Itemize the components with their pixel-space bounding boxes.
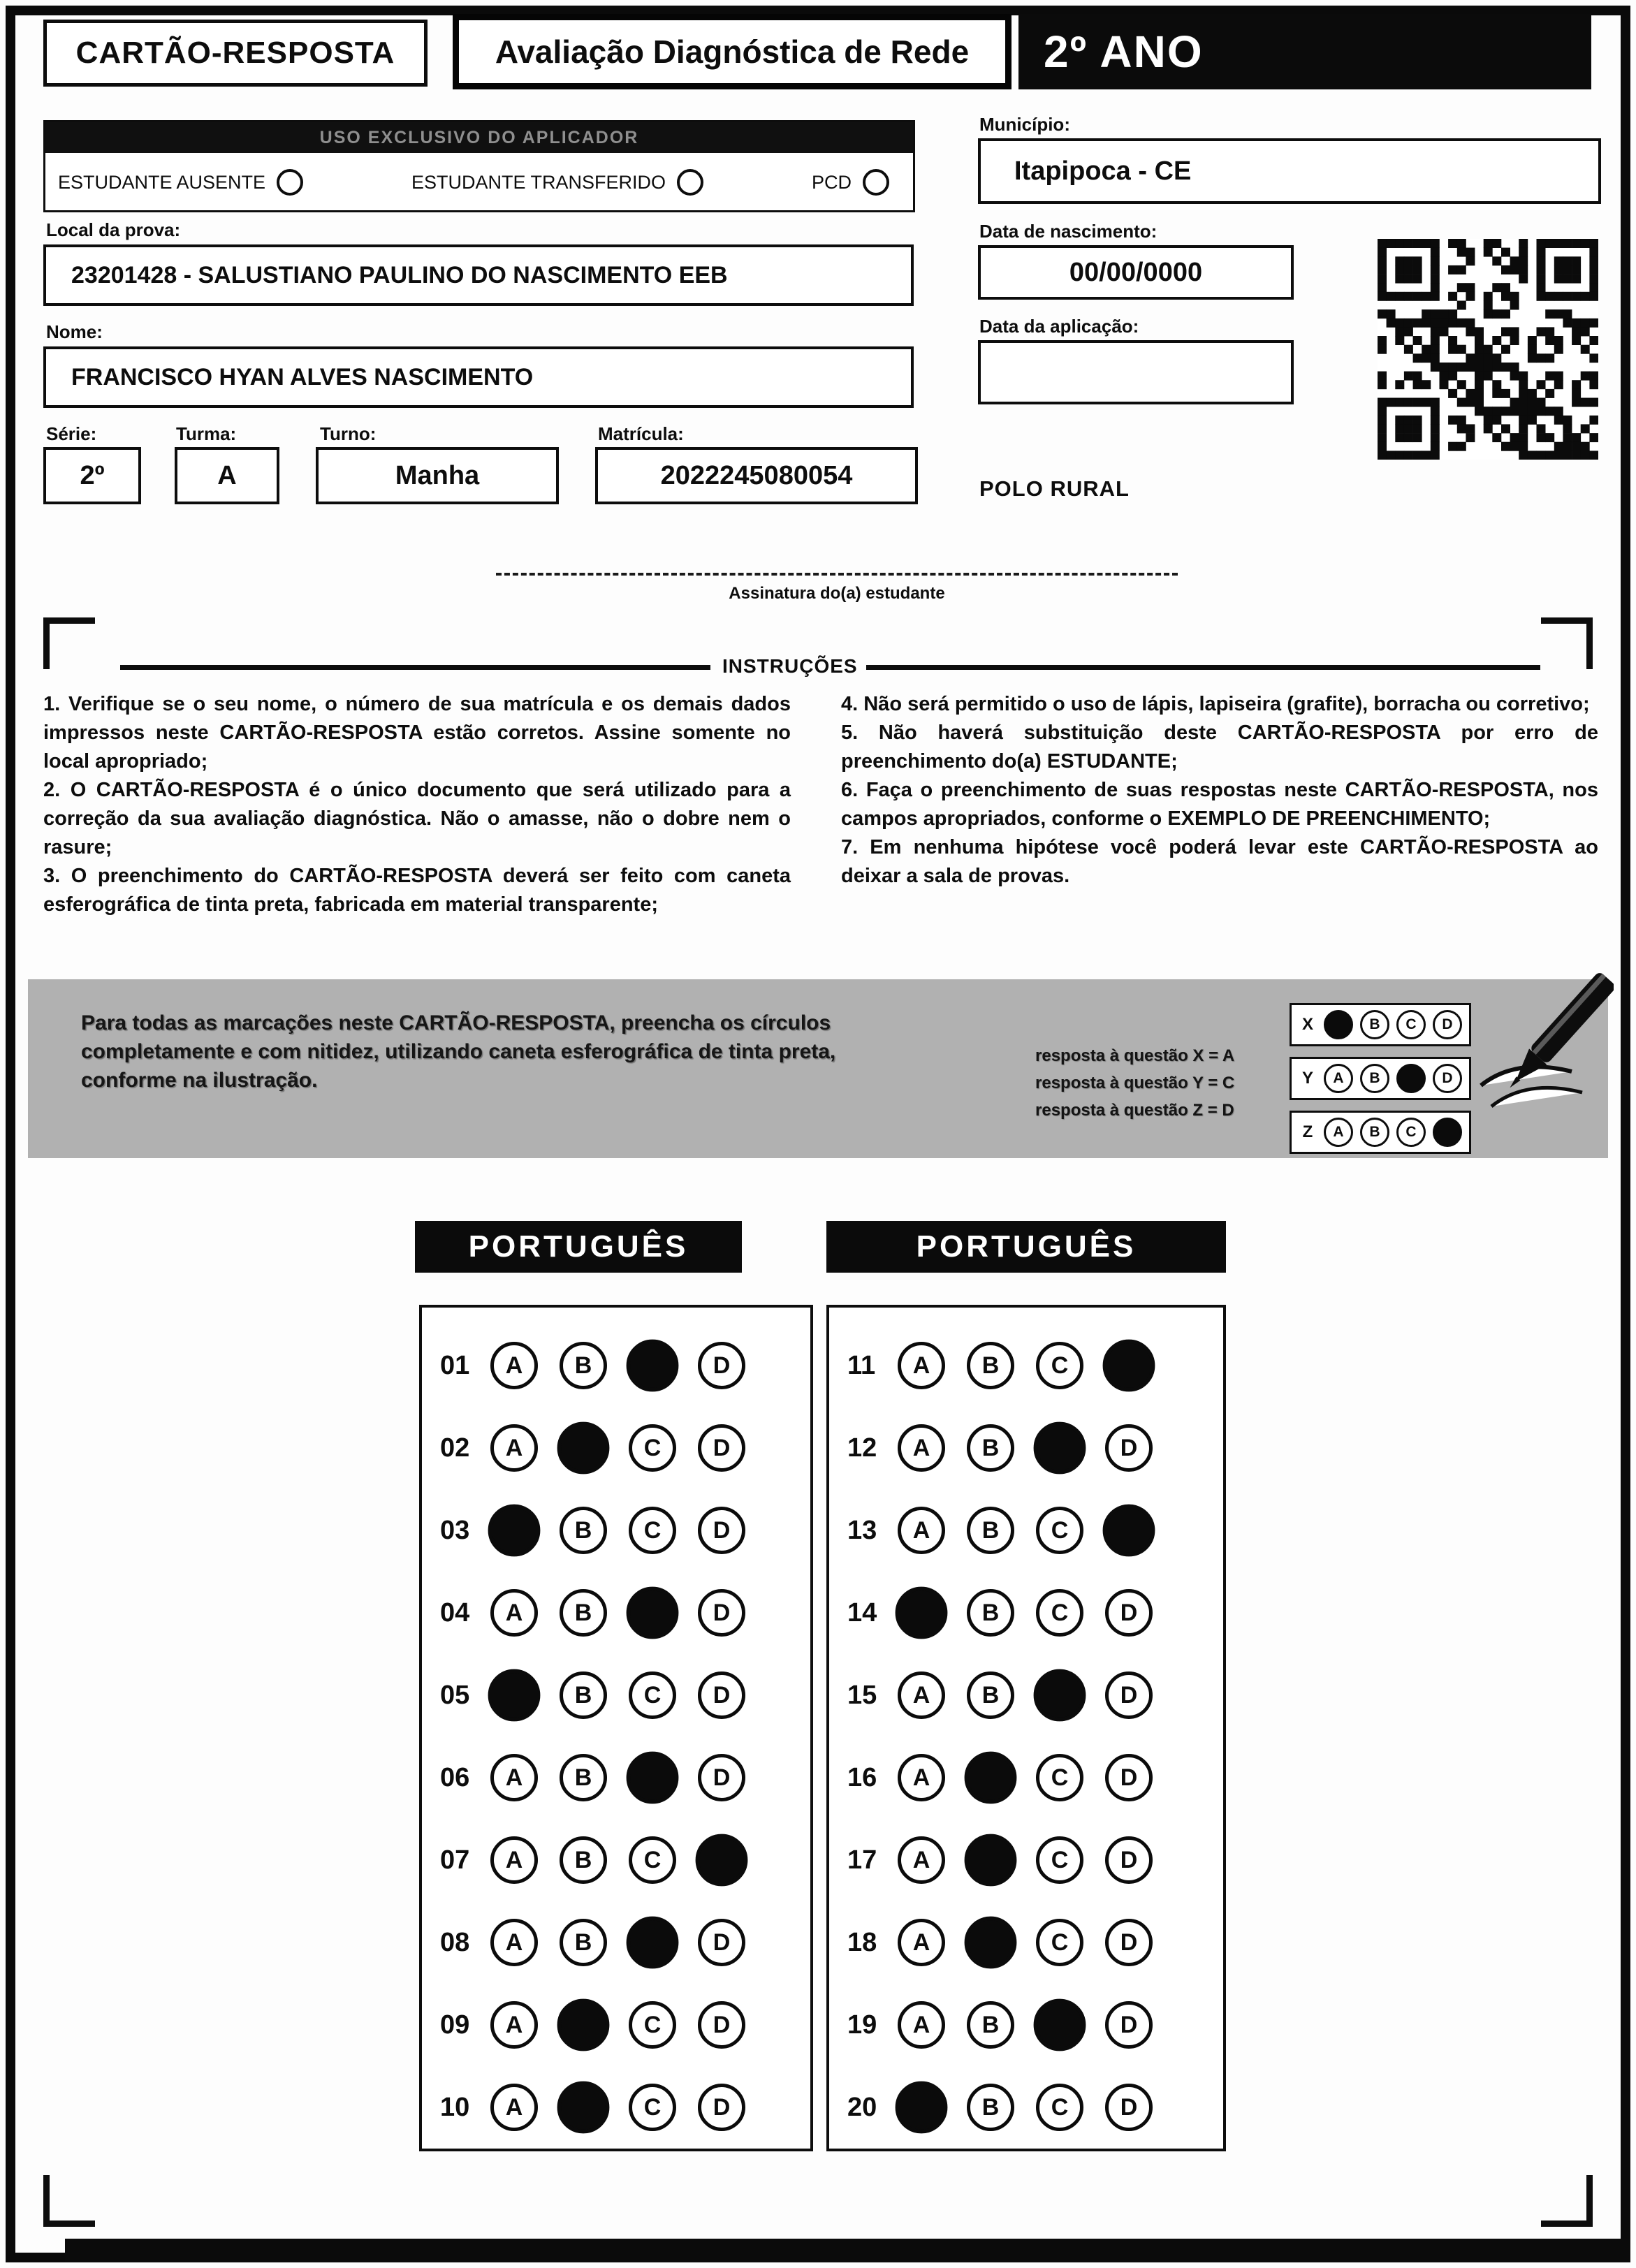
answer-bubble-09-A[interactable]: A: [490, 2001, 538, 2049]
question-row-12: [829, 1407, 1223, 1489]
corner-mark-top-right: [1541, 617, 1593, 669]
question-number: 08: [440, 1927, 470, 1957]
question-number: 17: [847, 1845, 877, 1875]
question-number: 05: [440, 1680, 470, 1710]
question-row-16: [829, 1736, 1223, 1819]
question-row-02: [422, 1407, 810, 1489]
turno-label: Turno:: [320, 423, 377, 444]
answer-bubble-01-B[interactable]: B: [560, 1342, 607, 1389]
example-bubble-X-B[interactable]: B: [1360, 1010, 1389, 1039]
answer-bubble-15-A[interactable]: A: [898, 1671, 945, 1719]
instruction-item: 2. O CARTÃO-RESPOSTA é o único documento que será utilizado para a correção da sua avaliação diagnóstica. Não o amasse, não o dobre nem o rasure;: [43, 779, 791, 858]
question-number: 15: [847, 1680, 877, 1710]
answer-bubble-19-A[interactable]: A: [898, 2001, 945, 2049]
answer-bubble-16-C[interactable]: C: [1036, 1754, 1083, 1801]
answer-bubble-18-C[interactable]: C: [1036, 1919, 1083, 1966]
answer-bubble-13-A[interactable]: A: [898, 1507, 945, 1554]
instructions-column-right: [841, 690, 1598, 891]
question-row-13: [829, 1489, 1223, 1572]
question-number: 13: [847, 1515, 877, 1545]
matricula-field: 2022245080054: [595, 447, 918, 504]
answer-bubble-08-B[interactable]: B: [560, 1919, 607, 1966]
question-number: 11: [847, 1350, 876, 1380]
applicator-option-bubble[interactable]: [277, 169, 303, 196]
answer-bubble-14-C[interactable]: C: [1036, 1589, 1083, 1637]
answer-bubble-15-B[interactable]: B: [967, 1671, 1014, 1719]
answer-bubble-14-B[interactable]: B: [967, 1589, 1014, 1637]
example-bubble-Y-A[interactable]: A: [1324, 1064, 1353, 1093]
example-row-label: Y: [1301, 1069, 1313, 1088]
answer-bubble-04-D[interactable]: D: [698, 1589, 745, 1637]
matricula-label: Matrícula:: [598, 423, 684, 444]
question-row-08: [422, 1901, 810, 1984]
answer-bubble-16-D[interactable]: D: [1105, 1754, 1153, 1801]
answer-bubble-01-A[interactable]: A: [490, 1342, 538, 1389]
answer-bubble-07-C[interactable]: C: [629, 1836, 676, 1884]
example-bubble-Z-D[interactable]: [1433, 1118, 1462, 1147]
answer-bubble-17-D[interactable]: D: [1105, 1836, 1153, 1884]
answer-bubble-02-A[interactable]: A: [490, 1424, 538, 1472]
answer-bubble-18-D[interactable]: D: [1105, 1919, 1153, 1966]
answer-bubble-03-D[interactable]: D: [698, 1507, 745, 1554]
answer-bubble-18-A[interactable]: A: [898, 1919, 945, 1966]
example-bubble-X-C[interactable]: C: [1396, 1010, 1426, 1039]
answer-bubble-04-C[interactable]: [627, 1587, 679, 1639]
answer-bubble-16-B[interactable]: [965, 1752, 1017, 1804]
answer-bubble-03-C[interactable]: C: [629, 1507, 676, 1554]
data-nascimento-field: 00/00/0000: [978, 245, 1294, 300]
turno-field: Manha: [316, 447, 559, 504]
applicator-section: [43, 120, 915, 212]
answer-bubble-19-B[interactable]: B: [967, 2001, 1014, 2049]
answer-bubble-10-C[interactable]: C: [629, 2084, 676, 2131]
applicator-option-bubble[interactable]: [863, 169, 889, 196]
answer-bubble-17-C[interactable]: C: [1036, 1836, 1083, 1884]
answer-bubble-02-C[interactable]: C: [629, 1424, 676, 1472]
answer-bubble-04-B[interactable]: B: [560, 1589, 607, 1637]
applicator-option-label: ESTUDANTE TRANSFERIDO: [411, 171, 666, 193]
answer-bubble-20-A[interactable]: [896, 2082, 948, 2134]
answer-bubble-13-D[interactable]: [1103, 1505, 1155, 1557]
answer-bubble-17-A[interactable]: A: [898, 1836, 945, 1884]
answer-bubble-20-D[interactable]: D: [1105, 2084, 1153, 2131]
question-row-01: [422, 1324, 810, 1407]
exam-title: Avaliação Diagnóstica de Rede: [453, 14, 1011, 89]
local-prova-label: Local da prova:: [46, 219, 181, 240]
answer-bubble-05-B[interactable]: B: [560, 1671, 607, 1719]
answer-bubble-16-A[interactable]: A: [898, 1754, 945, 1801]
example-answer-line: resposta à questão X = A: [1035, 1046, 1235, 1065]
example-bubble-Z-B[interactable]: B: [1360, 1118, 1389, 1147]
example-bubble-Z-A[interactable]: A: [1324, 1118, 1353, 1147]
question-number: 16: [847, 1762, 877, 1792]
answer-bubble-06-C[interactable]: [627, 1752, 679, 1804]
answer-bubble-12-B[interactable]: B: [967, 1424, 1014, 1472]
question-row-09: [422, 1984, 810, 2066]
answer-bubble-09-C[interactable]: C: [629, 2001, 676, 2049]
qr-code: [1378, 239, 1598, 460]
answer-bubble-11-A[interactable]: A: [898, 1342, 945, 1389]
example-answer-line: resposta à questão Y = C: [1035, 1074, 1235, 1092]
answers-box-2: [826, 1305, 1226, 2151]
answer-bubble-10-B[interactable]: [557, 2082, 610, 2134]
answer-bubble-17-B[interactable]: [965, 1834, 1017, 1887]
answer-bubble-19-C[interactable]: [1034, 1999, 1086, 2051]
question-row-07: [422, 1819, 810, 1901]
instruction-item: 4. Não será permitido o uso de lápis, lapiseira (grafite), borracha ou corretivo;: [841, 693, 1590, 715]
question-row-10: [422, 2066, 810, 2149]
answer-bubble-12-C[interactable]: [1034, 1422, 1086, 1475]
answer-bubble-13-C[interactable]: C: [1036, 1507, 1083, 1554]
answer-bubble-05-D[interactable]: D: [698, 1671, 745, 1719]
question-row-04: [422, 1572, 810, 1654]
answer-bubble-09-B[interactable]: [557, 1999, 610, 2051]
instruction-item: 7. Em nenhuma hipótese você poderá levar este CARTÃO-RESPOSTA ao deixar a sala de provas.: [841, 836, 1598, 887]
applicator-band-label: USO EXCLUSIVO DO APLICADOR: [45, 122, 913, 153]
instructions-title: INSTRUÇÕES: [722, 655, 858, 677]
answer-bubble-07-A[interactable]: A: [490, 1836, 538, 1884]
nome-field: FRANCISCO HYAN ALVES NASCIMENTO: [43, 346, 914, 408]
question-number: 07: [440, 1845, 470, 1875]
serie-label: Série:: [46, 423, 97, 444]
example-grid-row: [1290, 1111, 1471, 1154]
turma-label: Turma:: [176, 423, 237, 444]
answer-bubble-19-D[interactable]: D: [1105, 2001, 1153, 2049]
answer-bubble-14-A[interactable]: [896, 1587, 948, 1639]
question-number: 09: [440, 2010, 470, 2040]
answer-bubble-03-A[interactable]: [488, 1505, 541, 1557]
corner-mark-bottom-right: [1541, 2175, 1593, 2227]
nome-label: Nome:: [46, 321, 103, 342]
example-grid-row: [1290, 1003, 1471, 1046]
local-prova-field: 23201428 - SALUSTIANO PAULINO DO NASCIMENTO EEB: [43, 244, 914, 306]
question-number: 01: [440, 1350, 470, 1380]
answer-bubble-11-B[interactable]: B: [967, 1342, 1014, 1389]
question-row-18: [829, 1901, 1223, 1984]
answer-bubble-12-A[interactable]: A: [898, 1424, 945, 1472]
answer-bubble-01-D[interactable]: D: [698, 1342, 745, 1389]
instructions-divider-right: [866, 665, 1540, 670]
applicator-option-3: [812, 169, 889, 196]
question-number: 03: [440, 1515, 470, 1545]
hand-pen-illustration: [1467, 967, 1614, 1141]
answer-bubble-08-C[interactable]: [627, 1917, 679, 1969]
signature-label: Assinatura do(a) estudante: [729, 584, 945, 603]
example-grid-row: [1290, 1057, 1471, 1100]
instruction-item: 1. Verifique se o seu nome, o número de sua matrícula e os demais dados impressos neste CARTÃO-RESPOSTA estão corretos. Assine somente no local apropriado;: [43, 693, 791, 773]
section-header-portugues-1: PORTUGUÊS: [415, 1221, 742, 1273]
applicator-option-label: ESTUDANTE AUSENTE: [58, 171, 266, 193]
question-row-20: [829, 2066, 1223, 2149]
signature-line[interactable]: [496, 573, 1178, 576]
question-row-15: [829, 1654, 1223, 1736]
applicator-option-label: PCD: [811, 171, 852, 193]
answer-bubble-18-B[interactable]: [965, 1917, 1017, 1969]
example-bubble-Y-C[interactable]: [1396, 1064, 1426, 1093]
example-row-label: X: [1301, 1015, 1313, 1034]
instructions-column-left: [43, 690, 791, 919]
answer-bubble-07-D[interactable]: [696, 1834, 748, 1887]
question-row-03: [422, 1489, 810, 1572]
serie-field: 2º: [43, 447, 141, 504]
question-row-14: [829, 1572, 1223, 1654]
question-row-11: [829, 1324, 1223, 1407]
answer-bubble-15-C[interactable]: [1034, 1669, 1086, 1722]
example-band: [28, 979, 1608, 1158]
answer-bubble-02-B[interactable]: [557, 1422, 610, 1475]
applicator-options: [45, 153, 913, 212]
question-number: 18: [847, 1927, 877, 1957]
instruction-item: 6. Faça o preenchimento de suas respostas neste CARTÃO-RESPOSTA, nos campos apropriados, conforme o EXEMPLO DE PREENCHIMENTO;: [841, 779, 1598, 830]
question-row-06: [422, 1736, 810, 1819]
answer-bubble-02-D[interactable]: D: [698, 1424, 745, 1472]
applicator-option-bubble[interactable]: [677, 169, 703, 196]
question-number: 20: [847, 2092, 877, 2122]
question-number: 04: [440, 1597, 470, 1627]
answer-bubble-11-C[interactable]: C: [1036, 1342, 1083, 1389]
polo-label: POLO RURAL: [979, 476, 1130, 501]
answer-bubble-14-D[interactable]: D: [1105, 1589, 1153, 1637]
answer-bubble-05-C[interactable]: C: [629, 1671, 676, 1719]
answer-bubble-05-A[interactable]: [488, 1669, 541, 1722]
answer-bubble-04-A[interactable]: A: [490, 1589, 538, 1637]
example-bubble-Z-C[interactable]: C: [1396, 1118, 1426, 1147]
answer-bubble-06-D[interactable]: D: [698, 1754, 745, 1801]
question-row-05: [422, 1654, 810, 1736]
section-header-portugues-2: PORTUGUÊS: [826, 1221, 1226, 1273]
example-bubble-X-A[interactable]: [1324, 1010, 1353, 1039]
answer-bubble-09-D[interactable]: D: [698, 2001, 745, 2049]
applicator-option-1: [58, 169, 303, 196]
question-number: 12: [847, 1433, 877, 1463]
answer-bubble-15-D[interactable]: D: [1105, 1671, 1153, 1719]
example-answer-line: resposta à questão Z = D: [1035, 1101, 1234, 1120]
question-row-17: [829, 1819, 1223, 1901]
instructions-divider-left: [120, 665, 710, 670]
data-aplicacao-label: Data da aplicação:: [979, 316, 1139, 337]
example-bubble-Y-D[interactable]: D: [1433, 1064, 1462, 1093]
instruction-item: 3. O preenchimento do CARTÃO-RESPOSTA deverá ser feito com caneta esferográfica de tinta preta, fabricada em material transparente;: [43, 865, 791, 916]
answer-bubble-08-A[interactable]: A: [490, 1919, 538, 1966]
data-aplicacao-field: [978, 340, 1294, 404]
question-number: 06: [440, 1762, 470, 1792]
question-number: 19: [847, 2010, 877, 2040]
grade-badge: 2º ANO: [1018, 14, 1591, 89]
municipio-field: Itapipoca - CE: [978, 138, 1601, 204]
example-row-label: Z: [1302, 1122, 1313, 1141]
corner-mark-bottom-left: [43, 2175, 95, 2227]
instruction-item: 5. Não haverá substituição deste CARTÃO-RESPOSTA por erro de preenchimento do(a) ESTUDANTE;: [841, 722, 1598, 773]
answer-bubble-01-C[interactable]: [627, 1340, 679, 1392]
question-number: 10: [440, 2092, 470, 2122]
question-number: 14: [847, 1597, 877, 1627]
answer-bubble-10-A[interactable]: A: [490, 2084, 538, 2131]
answer-bubble-20-C[interactable]: C: [1036, 2084, 1083, 2131]
example-bubble-Y-B[interactable]: B: [1360, 1064, 1389, 1093]
example-answer-lines: [1035, 1042, 1234, 1124]
card-title: CARTÃO-RESPOSTA: [43, 20, 428, 87]
answer-bubble-20-B[interactable]: B: [967, 2084, 1014, 2131]
answer-bubble-08-D[interactable]: D: [698, 1919, 745, 1966]
answer-bubble-03-B[interactable]: B: [560, 1507, 607, 1554]
answer-bubble-06-A[interactable]: A: [490, 1754, 538, 1801]
answer-bubble-11-D[interactable]: [1103, 1340, 1155, 1392]
answer-bubble-10-D[interactable]: D: [698, 2084, 745, 2131]
answer-bubble-13-B[interactable]: B: [967, 1507, 1014, 1554]
question-row-19: [829, 1984, 1223, 2066]
answers-box-1: [419, 1305, 813, 2151]
data-nascimento-label: Data de nascimento:: [979, 221, 1157, 242]
corner-mark-top-left: [43, 617, 95, 669]
example-grid: [1290, 1003, 1471, 1154]
example-text: Para todas as marcações neste CARTÃO-RESPOSTA, preencha os círculos completamente e com nitidez, utilizando caneta esferográfica de tinta preta, conforme na ilustração.: [81, 1011, 836, 1092]
example-bubble-X-D[interactable]: D: [1433, 1010, 1462, 1039]
answer-bubble-06-B[interactable]: B: [560, 1754, 607, 1801]
answer-bubble-12-D[interactable]: D: [1105, 1424, 1153, 1472]
question-number: 02: [440, 1433, 470, 1463]
applicator-option-2: [411, 169, 703, 196]
bottom-edge-bar: [65, 2239, 1630, 2262]
answer-bubble-07-B[interactable]: B: [560, 1836, 607, 1884]
municipio-label: Município:: [979, 114, 1070, 135]
turma-field: A: [175, 447, 279, 504]
